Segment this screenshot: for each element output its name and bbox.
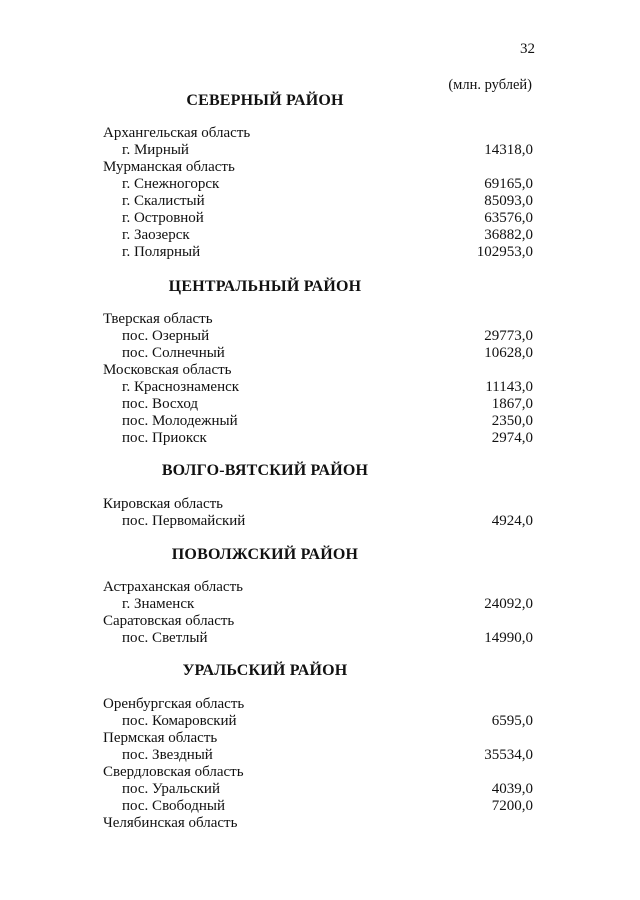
amount-value: 11143,0: [485, 379, 533, 395]
settlement-row: [103, 176, 533, 193]
region-row: [103, 730, 533, 747]
settlement-row: [103, 244, 533, 261]
settlement-name: пос. Звездный: [122, 747, 213, 763]
region-name: Пермская область: [103, 730, 218, 746]
page-number: 32: [520, 41, 535, 57]
amount-value: 2974,0: [491, 430, 533, 446]
region-name: Архангельская область: [103, 125, 251, 141]
amount-value: 10628,0: [484, 345, 533, 361]
section-heading: УРАЛЬСКИЙ РАЙОН: [182, 662, 348, 679]
settlement-row: [103, 379, 533, 396]
region-name: Оренбургская область: [103, 696, 245, 712]
region-row: [103, 496, 533, 513]
region-row: [103, 579, 533, 596]
settlement-row: [103, 747, 533, 764]
section-heading: СЕВЕРНЫЙ РАЙОН: [186, 92, 344, 109]
section-heading: ВОЛГО-ВЯТСКИЙ РАЙОН: [161, 462, 369, 479]
settlement-name: пос. Молодежный: [122, 413, 238, 429]
region-row: [103, 125, 533, 142]
amount-value: 1867,0: [491, 396, 533, 412]
section-heading: ЦЕНТРАЛЬНЫЙ РАЙОН: [168, 278, 362, 295]
settlement-name: пос. Первомайский: [122, 513, 246, 529]
settlement-name: пос. Солнечный: [122, 345, 225, 361]
settlement-name: г. Островной: [122, 210, 204, 226]
settlement-row: [103, 413, 533, 430]
region-name: Кировская область: [103, 496, 224, 512]
settlement-row: [103, 193, 533, 210]
region-name: Московская область: [103, 362, 232, 378]
settlement-row: [103, 345, 533, 362]
region-row: [103, 696, 533, 713]
settlement-name: пос. Озерный: [122, 328, 210, 344]
amount-value: 4039,0: [491, 781, 533, 797]
region-row: [103, 362, 533, 379]
section-list: [103, 125, 533, 261]
settlement-name: г. Заозерск: [122, 227, 190, 243]
amount-value: 63576,0: [484, 210, 533, 226]
amount-value: 69165,0: [484, 176, 533, 192]
settlement-name: пос. Комаровский: [122, 713, 237, 729]
region-name: Челябинская область: [103, 815, 238, 831]
amount-value: 7200,0: [491, 798, 533, 814]
settlement-name: г. Краснознаменск: [122, 379, 240, 395]
settlement-name: г. Снежногорск: [122, 176, 220, 192]
amount-value: 24092,0: [484, 596, 533, 612]
settlement-row: [103, 210, 533, 227]
settlement-name: г. Скалистый: [122, 193, 205, 209]
settlement-name: пос. Светлый: [122, 630, 208, 646]
amount-value: 102953,0: [476, 244, 533, 260]
section-list: [103, 579, 533, 647]
settlement-name: г. Мирный: [122, 142, 189, 158]
settlement-row: [103, 430, 533, 447]
amount-value: 35534,0: [484, 747, 533, 763]
unit-note: (млн. рублей): [448, 77, 532, 93]
section-list: [103, 311, 533, 447]
region-name: Астраханская область: [103, 579, 243, 595]
settlement-row: [103, 798, 533, 815]
region-name: Тверская область: [103, 311, 213, 327]
region-row: [103, 613, 533, 630]
section-heading: ПОВОЛЖСКИЙ РАЙОН: [171, 546, 359, 563]
settlement-row: [103, 596, 533, 613]
region-row: [103, 159, 533, 176]
settlement-row: [103, 227, 533, 244]
settlement-row: [103, 781, 533, 798]
settlement-row: [103, 142, 533, 159]
region-row: [103, 311, 533, 328]
amount-value: 4924,0: [491, 513, 533, 529]
region-name: Свердловская область: [103, 764, 244, 780]
settlement-row: [103, 630, 533, 647]
settlement-name: пос. Восход: [122, 396, 199, 412]
settlement-row: [103, 396, 533, 413]
region-name: Саратовская область: [103, 613, 235, 629]
settlement-row: [103, 328, 533, 345]
settlement-name: г. Полярный: [122, 244, 201, 260]
amount-value: 2350,0: [491, 413, 533, 429]
settlement-name: пос. Свободный: [122, 798, 226, 814]
amount-value: 14990,0: [484, 630, 533, 646]
region-name: Мурманская область: [103, 159, 235, 175]
region-row: [103, 764, 533, 781]
section-list: [103, 696, 533, 832]
settlement-name: пос. Уральский: [122, 781, 220, 797]
region-row: [103, 815, 533, 832]
amount-value: 29773,0: [484, 328, 533, 344]
amount-value: 36882,0: [484, 227, 533, 243]
amount-value: 6595,0: [491, 713, 533, 729]
settlement-name: г. Знаменск: [122, 596, 195, 612]
section-list: [103, 496, 533, 530]
amount-value: 14318,0: [484, 142, 533, 158]
settlement-name: пос. Приокск: [122, 430, 207, 446]
amount-value: 85093,0: [484, 193, 533, 209]
settlement-row: [103, 513, 533, 530]
settlement-row: [103, 713, 533, 730]
